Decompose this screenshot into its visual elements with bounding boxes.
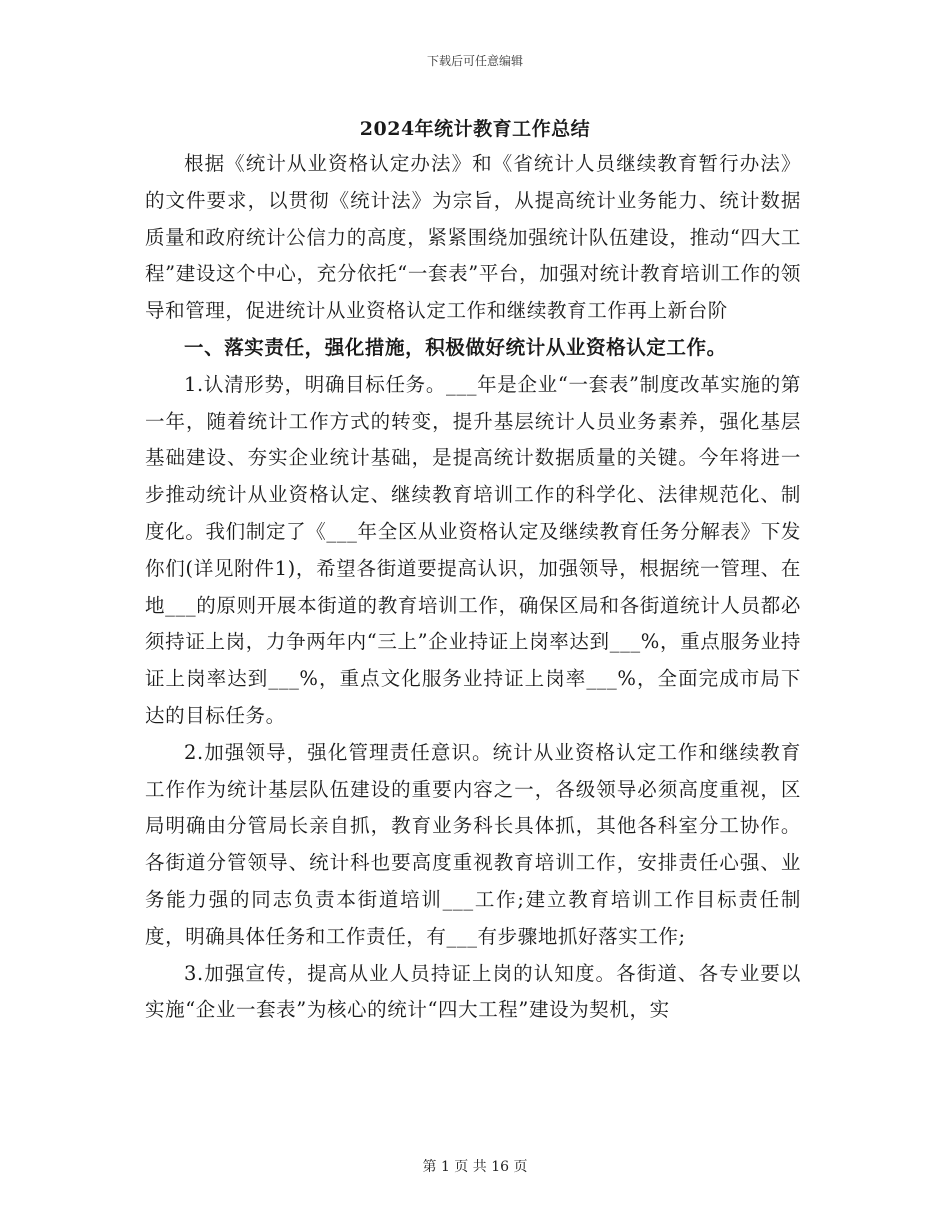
header-note: 下载后可任意编辑 (426, 54, 523, 68)
intro-paragraph: 根据《统计从业资格认定办法》和《省统计人员继续教育暂行办法》的文件要求，以贯彻《统计法》为宗旨，从提高统计业务能力、统计数据质量和政府统计公信力的高度，紧紧围绕加强统计队伍建设，推动“四大工程”建设这个中心，充分依托“一套表”平台，加强对统计教育培训工作的领导和管理，促进统计从业资格认定工作和继续教育工作再上新台阶 (145, 152, 801, 323)
document-body (145, 146, 801, 1029)
document-title: 2024年统计教育工作总结 (359, 118, 591, 140)
section-1-heading: 一、落实责任，强化措施，积极做好统计从业资格认定工作。 (184, 335, 727, 359)
item-2-paragraph: 2.加强领导，强化管理责任意识。统计从业资格认定工作和继续教育工作作为统计基层队伍建设的重要内容之一，各级领导必须高度重视，区局明确由分管局长亲自抓，教育业务科长具体抓，其他各科室分工协作。各街道分管领导、统计科也要高度重视教育培训工作，安排责任心强、业务能力强的同志负责本街道培训___工作;建立教育培训工作目标责任制度，明确具体任务和工作责任，有___有步骤地抓好落实工作; (145, 740, 801, 948)
item-3-paragraph: 3.加强宣传，提高从业人员持证上岗的认知度。各街道、各专业要以实施“企业一套表”为核心的统计“四大工程”建设为契机，实 (145, 961, 801, 1022)
page-footer: 第 1 页 共 16 页 (422, 1159, 528, 1175)
item-1-paragraph: 1.认清形势，明确目标任务。___年是企业“一套表”制度改革实施的第一年，随着统计工作方式的转变，提升基层统计人员业务素养，强化基层基础建设、夯实企业统计基础，是提高统计数据质量的关键。今年将进一步推动统计从业资格认定、继续教育培训工作的科学化、法律规范化、制度化。我们制定了《___年全区从业资格认定及继续教育任务分解表》下发你们(详见附件1)，希望各街道要提高认识，加强领导，根据统一管理、在地___的原则开展本街道的教育培训工作，确保区局和各街道统计人员都必须持证上岗，力争两年内“三上”企业持证上岗率达到___%，重点服务业持证上岗率达到___%，重点文化服务业持证上岗率___%，全面完成市局下达的目标任务。 (145, 372, 801, 727)
